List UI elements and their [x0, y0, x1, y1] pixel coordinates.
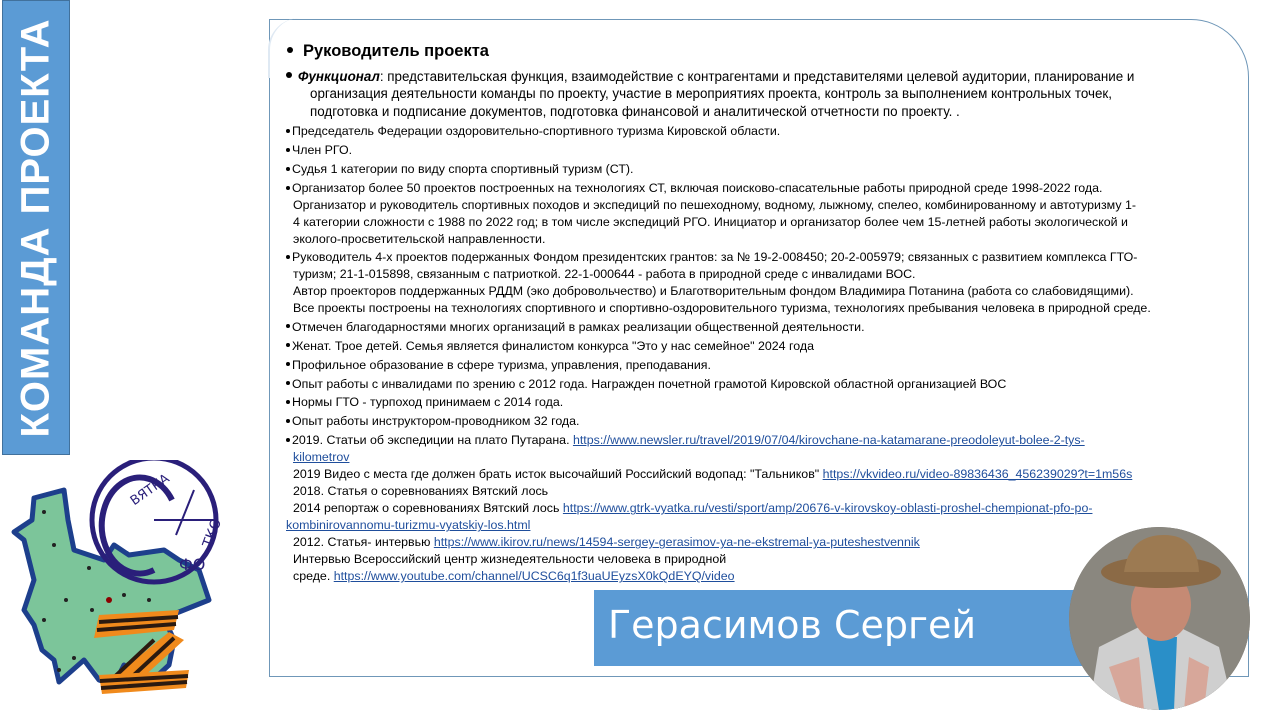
list-item-text: 4 категории сложности с 1988 по 2022 год; в том числе экспедиций РГО. Инициатор и организатор более чем 15-летней работы экологической и — [293, 215, 1128, 230]
list-item-text: Опыт работы с инвалидами по зрению с 2012 года. Награжден почетной грамотой Кировской областной организацией ВОС — [292, 376, 1007, 391]
list-item-text: Все проекты построены на технологиях спортивного и спортивно-оздоровительного туризма, технологиях пребывания человека в природной среде. — [293, 301, 1151, 316]
bio-text — [286, 68, 1231, 587]
bullet-icon — [286, 186, 290, 190]
bullet-icon — [286, 167, 290, 171]
list-item — [286, 319, 1231, 337]
list-item — [286, 142, 1231, 160]
list-item-text: Организатор более 50 проектов построенных на технологиях СТ, включая поисково-спасательные работы природной среде 1998-2022 года. — [292, 181, 1103, 196]
person-name-banner — [594, 590, 1106, 666]
newsler-link-cont[interactable]: kilometrov — [293, 450, 350, 465]
list-item-text: Профильное образование в сфере туризма, управления, преподавания. — [292, 357, 711, 372]
section-title: КОМАНДА ПРОЕКТА — [13, 17, 58, 438]
list-item — [286, 180, 1231, 248]
list-item-text: Председатель Федерации оздоровительно-спортивного туризма Кировской области. — [292, 124, 781, 139]
bullet-icon — [286, 343, 290, 347]
bullet-icon — [286, 400, 290, 404]
list-item-text: Руководитель 4-х проектов подержанных Фондом президентских грантов: за № 19-2-008450; 20-2-005979; связанных с развитием комплекса ГТО- — [292, 250, 1138, 265]
list-item — [286, 338, 1231, 356]
bullet-icon — [286, 438, 290, 442]
functional-line: организация деятельности команды по проекту, участие в мероприятиях проекта, контроль за выполнением контрольных точек, — [310, 86, 1112, 102]
list-item-text: Опыт работы инструктором-проводником 32 года. — [292, 414, 580, 429]
functional-label: Функционал — [298, 69, 380, 84]
list-item-text: Организатор и руководитель спортивных походов и экспедиций по пешеходному, водному, лыжному, спелео, комбинированному и автотуризму 1- — [293, 198, 1136, 213]
gtrk-link[interactable]: https://www.gtrk-vyatka.ru/vesti/sport/amp/20676-v-kirovskoy-oblasti-proshel-chempionat-pfo-po- — [562, 501, 1093, 516]
newsler-link[interactable]: https://www.newsler.ru/travel/2019/07/04/kirovchane-na-katamarane-preodoleyut-bolee-2-tys- — [572, 433, 1085, 448]
bullet-icon — [286, 255, 290, 259]
list-item — [286, 357, 1231, 375]
list-item-text: Автор проекторов поддержанных РДДМ (эко добровольчество) и Благотворительным фондом Владимира Потанина (работа со слабовидящими). — [293, 284, 1134, 299]
heading-text: Руководитель проекта — [303, 42, 489, 60]
list-item-text: Член РГО. — [292, 143, 353, 158]
list-item — [286, 394, 1231, 412]
media-text: Интервью Всероссийский центр жизнедеятельности человека в природной — [293, 552, 727, 567]
bullet-icon — [287, 47, 293, 53]
bullet-icon — [286, 381, 290, 385]
page-heading — [287, 42, 489, 61]
media-text: 2019. Статьи об экспедиции на плато Путарана. — [292, 433, 573, 448]
youtube-link[interactable]: https://www.youtube.com/channel/UCSC6q1f3uaUEyzsX0kQdEYQ/video — [333, 569, 735, 584]
media-text: среде. — [293, 569, 334, 584]
list-item-text: Судья 1 категории по виду спорта спортивный туризм (СТ). — [292, 162, 634, 177]
gtrk-link-cont[interactable]: kombinirovannomu-turizmu-vyatskiy-los.html — [286, 518, 531, 533]
functional-line: : представительская функция, взаимодействие с контрагентами и представителями целевой аудитории, планирование и — [379, 69, 1135, 84]
list-item — [286, 249, 1231, 317]
person-name: Герасимов Сергей — [608, 603, 977, 647]
list-item-text: Отмечен благодарностями многих организаций в рамках реализации общественной деятельности. — [292, 319, 865, 334]
bullet-icon — [286, 148, 290, 152]
svg-text:ВЯТКА: ВЯТКА — [127, 471, 173, 509]
media-text: 2019 Видео с места где должен брать исток высочайший Российский водопад: "Тальников" — [293, 467, 823, 482]
kirov-region-logo — [4, 460, 224, 700]
vkvideo-link[interactable]: https://vkvideo.ru/video-89836436_456239029?t=1m56s — [822, 467, 1133, 482]
portrait-icon — [1069, 527, 1250, 710]
ikirov-link[interactable]: https://www.ikirov.ru/news/14594-sergey-gerasimov-ya-ne-ekstremal-ya-puteshestvennik — [433, 535, 920, 550]
list-item-text: Женат. Трое детей. Семья является финалистом конкурса "Это у нас семейное" 2024 года — [292, 338, 815, 353]
bullet-icon — [286, 419, 290, 423]
bullet-icon — [286, 129, 290, 133]
list-item — [286, 376, 1231, 394]
svg-text:ФО: ФО — [179, 555, 206, 574]
bullet-icon — [286, 324, 290, 328]
media-text: 2014 репортаж о соревнованиях Вятский лось — [293, 501, 563, 516]
list-item — [286, 123, 1231, 141]
list-item-text: эколого-просветительской направленности. — [293, 232, 546, 247]
list-item — [286, 161, 1231, 179]
svg-text:ТКО: ТКО — [200, 516, 224, 550]
media-text: 2018. Статья о соревнованиях Вятский лось — [293, 484, 549, 499]
section-title-banner — [2, 0, 70, 455]
bullet-icon — [286, 72, 292, 78]
person-photo — [1069, 527, 1250, 710]
list-item — [286, 413, 1231, 431]
functional-paragraph — [286, 68, 1231, 120]
functional-line: подготовка и подписание документов, подготовка финансовой и аналитической отчетности по проекту. . — [310, 103, 960, 119]
media-text: 2012. Статья- интервью — [293, 535, 434, 550]
list-item-text: туризм; 21-1-015898, связанным с патриоткой. 22-1-000644 - работа в природной среде с инвалидами ВОС. — [293, 267, 916, 282]
bullet-icon — [286, 362, 290, 366]
list-item-text: Нормы ГТО - турпоход принимаем с 2014 года. — [292, 395, 564, 410]
map-icon — [4, 460, 224, 700]
